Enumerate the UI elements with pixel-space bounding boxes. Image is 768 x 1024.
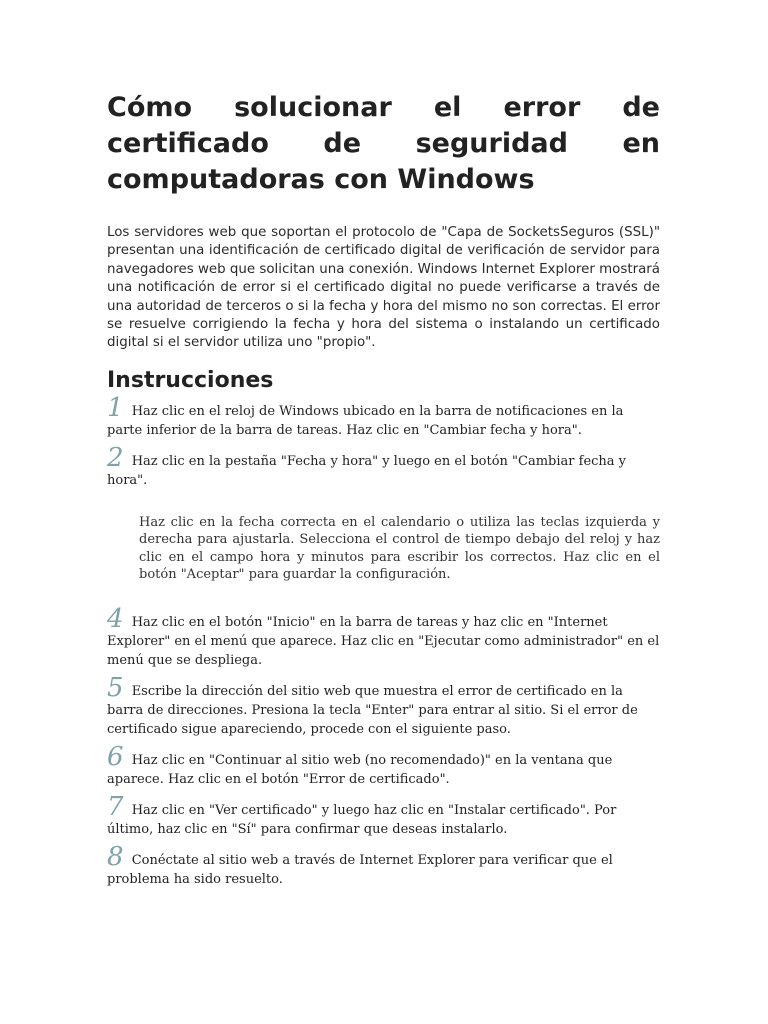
step-text: Conéctate al sitio web a través de Internet Explorer para verificar que el problema ha sido resuelto. xyxy=(107,852,613,887)
step-number: 2 xyxy=(107,442,124,473)
step-text: Haz clic en "Continuar al sitio web (no recomendado)" en la ventana que aparece. Haz clic en el botón "Error de certificado". xyxy=(107,752,613,787)
step-detail-block: Haz clic en la fecha correcta en el calendario o utiliza las teclas izquierda y derecha para ajustarla. Selecciona el control de tiempo debajo del reloj y haz clic en el campo hora y minutos para escribir los correctos. Haz clic en el botón "Aceptar" para guardar la configuración. xyxy=(139,514,660,583)
step-4 xyxy=(107,603,660,670)
step-text: Escribe la dirección del sitio web que muestra el error de certificado en la barra de direcciones. Presiona la tecla "Enter" para entrar al sitio. Si el error de certificado sigue apareciendo, procede con el siguiente paso. xyxy=(107,683,638,737)
step-8 xyxy=(107,841,660,889)
step-text: Haz clic en la pestaña "Fecha y hora" y luego en el botón "Cambiar fecha y hora". xyxy=(107,453,627,488)
step-number: 5 xyxy=(107,672,124,703)
intro-paragraph: Los servidores web que soportan el protocolo de "Capa de SocketsSeguros (SSL)" presentan una identificación de certificado digital de verificación de servidor para navegadores web que solicitan una conexión. Windows Internet Explorer mostrará una notificación de error si el certificado digital no puede verificarse a través de una autoridad de terceros o si la fecha y hora del mismo no son correctas. El error se resuelve corrigiendo la fecha y hora del sistema o instalando un certificado digital si el servidor utiliza uno "propio". xyxy=(107,225,660,351)
step-7 xyxy=(107,791,660,839)
step-text: Haz clic en el reloj de Windows ubicado en la barra de notificaciones en la parte inferior de la barra de tareas. Haz clic en "Cambiar fecha y hora". xyxy=(107,403,624,438)
step-text: Haz clic en "Ver certificado" y luego haz clic en "Instalar certificado". Por último, haz clic en "Sí" para confirmar que deseas instalarlo. xyxy=(107,802,617,837)
steps-list xyxy=(107,392,660,889)
step-6 xyxy=(107,741,660,789)
document-page xyxy=(107,90,660,898)
step-number: 4 xyxy=(107,603,124,634)
step-number: 7 xyxy=(107,791,124,822)
step-1 xyxy=(107,392,660,440)
step-2 xyxy=(107,442,660,490)
step-number: 6 xyxy=(107,741,124,772)
instructions-heading: Instrucciones xyxy=(107,367,274,393)
step-text: Haz clic en el botón "Inicio" en la barra de tareas y haz clic en "Internet Explorer" en el menú que aparece. Haz clic en "Ejecutar como administrador" en el menú que se despliega. xyxy=(107,614,660,668)
step-number: 8 xyxy=(107,841,124,872)
step-number: 1 xyxy=(107,392,124,423)
article-title: Cómo solucionar el error de certificado de seguridad en computadoras con Windows xyxy=(107,92,660,195)
step-5 xyxy=(107,672,660,739)
